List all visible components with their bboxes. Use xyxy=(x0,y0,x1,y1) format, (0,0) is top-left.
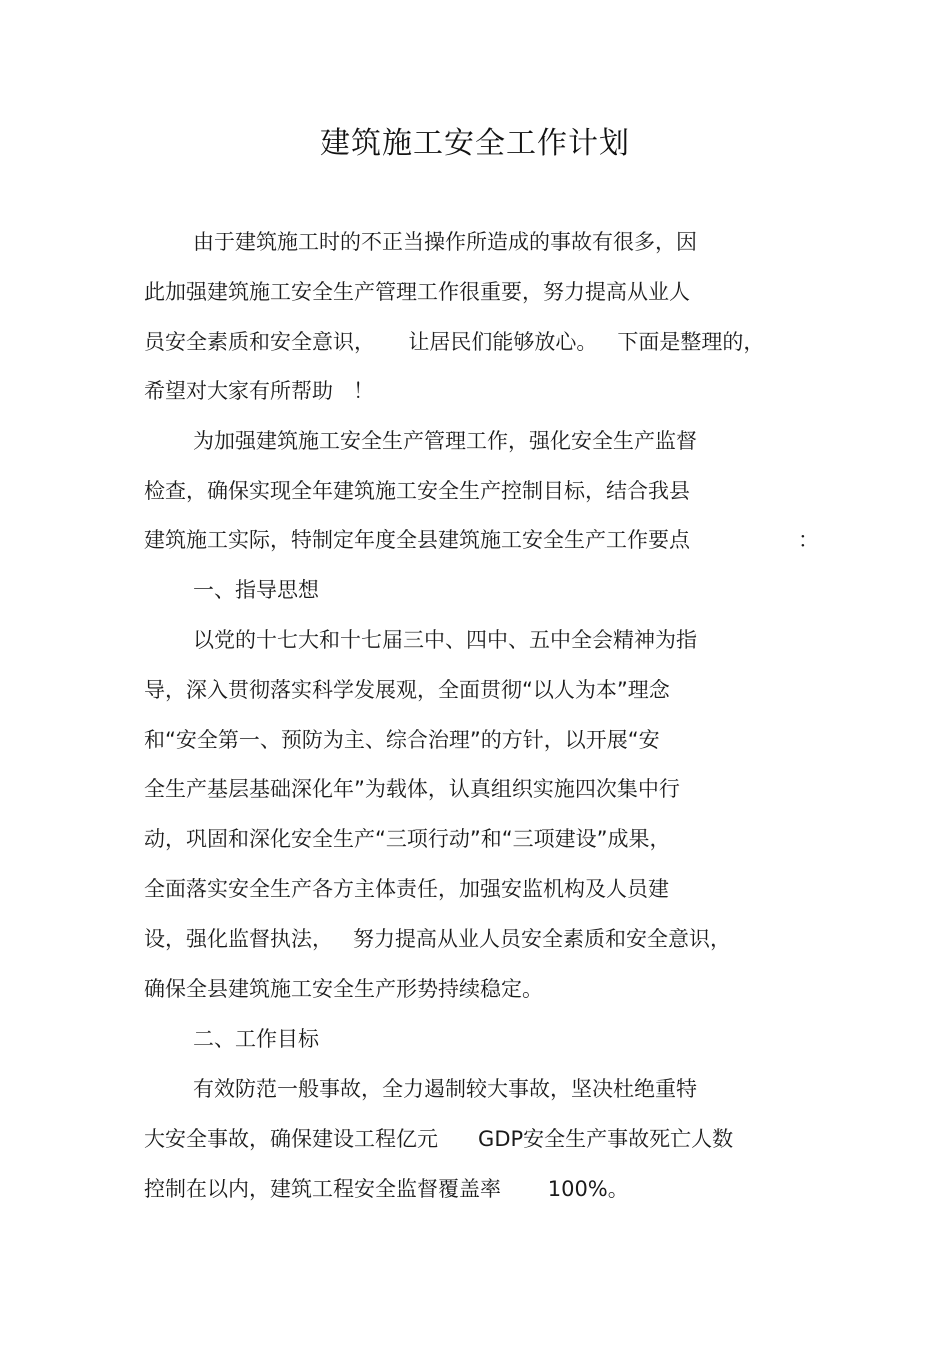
paragraph-line: 全面落实安全生产各方主体责任，加强安监机构及人员建 xyxy=(144,877,669,901)
paragraph-line: ： xyxy=(798,528,819,552)
paragraph-line: 设，强化监督执法， 努力提高从业人员安全素质和安全意识， xyxy=(144,927,732,951)
paragraph-line: 此加强建筑施工安全生产管理工作很重要，努力提高从业人 xyxy=(144,280,690,304)
paragraph-line: 控制在以内，建筑工程安全监督覆盖率 100%。 xyxy=(144,1177,629,1201)
paragraph-line: 确保全县建筑施工安全生产形势持续稳定。 xyxy=(144,977,543,1001)
paragraph-line: 为加强建筑施工安全生产管理工作，强化安全生产监督 xyxy=(193,429,697,453)
paragraph-line: 大安全事故，确保建设工程亿元 GDP安全生产事故死亡人数 xyxy=(144,1127,734,1151)
paragraph-line: 和“安全第一、预防为主、综合治理”的方针，以开展“安 xyxy=(144,728,660,752)
paragraph-line: 由于建筑施工时的不正当操作所造成的事故有很多，因 xyxy=(193,230,697,254)
paragraph-line: 检查，确保实现全年建筑施工安全生产控制目标，结合我县 xyxy=(144,479,690,503)
paragraph-line: 员安全素质和安全意识， 让居民们能够放心。 下面是整理的， xyxy=(144,330,765,354)
paragraph-line: 有效防范一般事故，全力遏制较大事故，坚决杜绝重特 xyxy=(193,1077,697,1101)
paragraph-line: 以党的十七大和十七届三中、四中、五中全会精神为指 xyxy=(193,628,697,652)
document-title: 建筑施工安全工作计划 xyxy=(320,126,630,161)
section-heading: 二、工作目标 xyxy=(193,1027,319,1051)
paragraph-line: 动，巩固和深化安全生产“三项行动”和“三项建设”成果， xyxy=(144,827,671,851)
paragraph-line: 希望对大家有所帮助 ！ xyxy=(144,379,375,403)
paragraph-line: 导，深入贯彻落实科学发展观，全面贯彻“以人为本”理念 xyxy=(144,678,670,702)
section-heading: 一、指导思想 xyxy=(193,578,319,602)
paragraph-line: 全生产基层基础深化年”为载体，认真组织实施四次集中行 xyxy=(144,777,680,801)
paragraph-line: 建筑施工实际，特制定年度全县建筑施工安全生产工作要点 xyxy=(144,528,690,552)
